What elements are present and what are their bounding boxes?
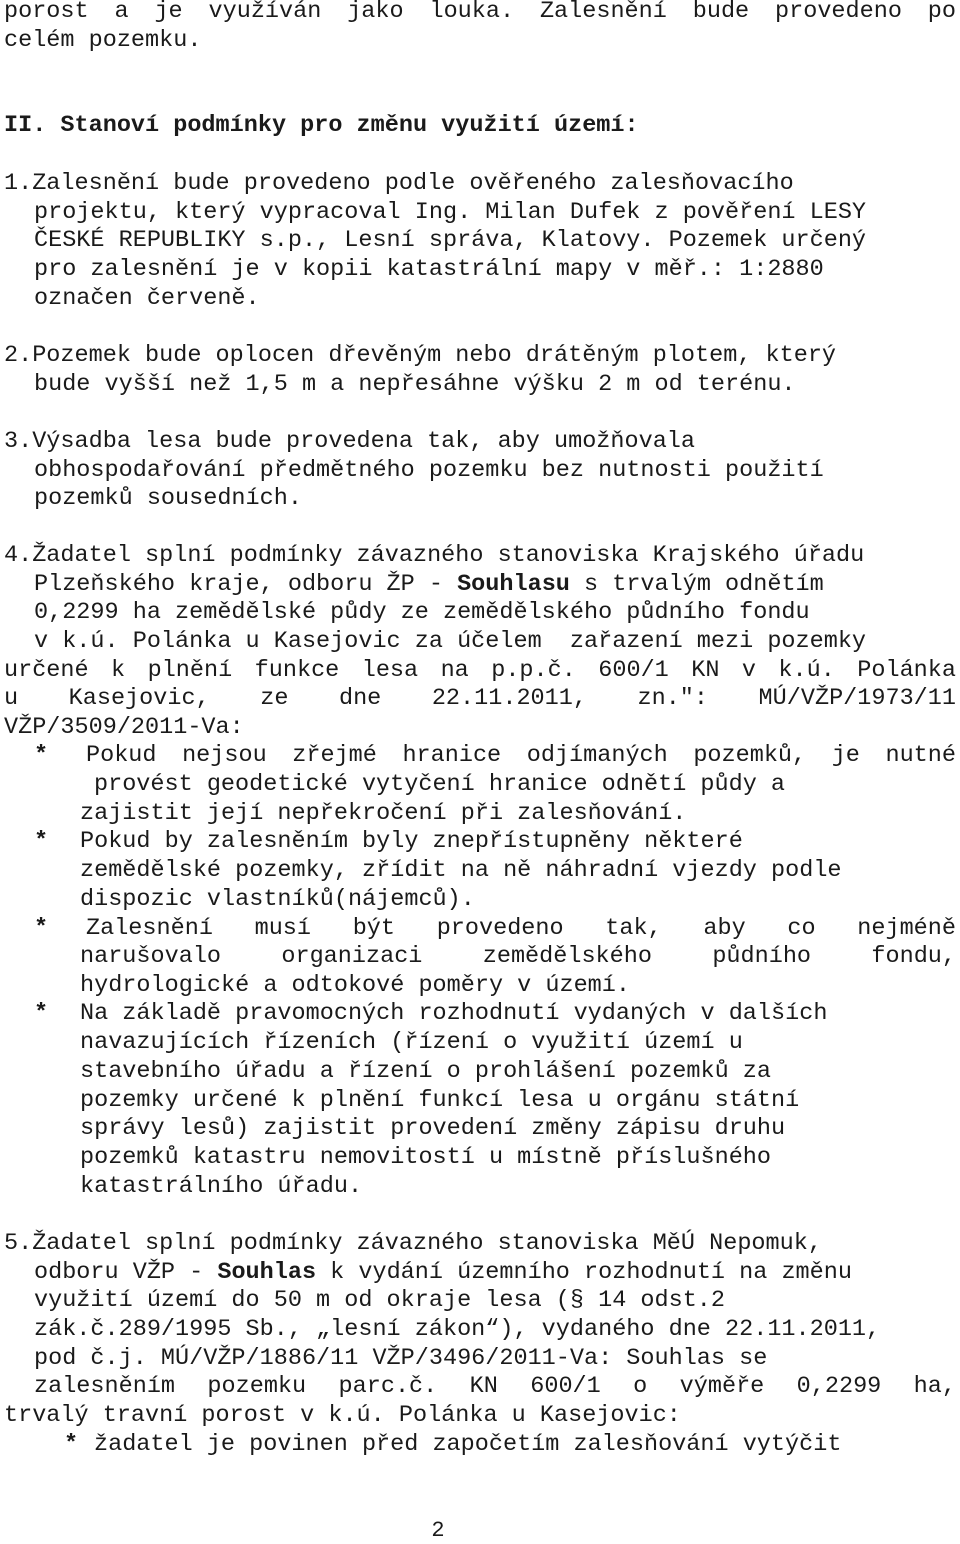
bullet-line: katastrálního úřadu. — [80, 1173, 363, 1200]
condition-3-line: 3.Výsadba lesa bude provedena tak, aby umožňovala — [4, 428, 696, 455]
condition-1-line: označen červeně. — [34, 285, 260, 312]
condition-5-line: trvalý travní porost v k.ú. Polánka u Kasejovic: — [4, 1402, 681, 1429]
section-heading: II. Stanoví podmínky pro změnu využití území: — [4, 112, 639, 139]
condition-5-line: zák.č.289/1995 Sb., „lesní zákon“), vydaného dne 22.11.2011, — [34, 1316, 881, 1343]
bullet-asterisk: * — [34, 1000, 49, 1027]
condition-4-line: VŽP/3509/2011-Va: — [4, 714, 244, 741]
bullet-line: pozemků katastru nemovitostí u místně příslušného — [80, 1144, 772, 1171]
condition-5-line — [34, 1258, 852, 1287]
bullet-asterisk: * — [34, 742, 49, 769]
condition-1-line: 1.Zalesnění bude provedeno podle ověřeného zalesňovacího — [4, 170, 794, 197]
condition-4-line — [34, 570, 824, 599]
bullet-line: žadatel je povinen před započetím zalesňování vytýčit — [94, 1431, 842, 1458]
condition-4-text: s trvalým odnětím — [569, 571, 824, 598]
condition-1-line: ČESKÉ REPUBLIKY s.p., Lesní správa, Klatovy. Pozemek určený — [34, 227, 867, 254]
bullet-asterisk: * — [34, 828, 49, 855]
bullet-line: Pokud by zalesněním byly znepřístupněny některé — [80, 828, 743, 855]
condition-4-line: v k.ú. Polánka u Kasejovic za účelem zařazení mezi pozemky — [34, 628, 867, 655]
condition-4-line: 0,2299 ha zemědělské půdy ze zemědělského půdního fondu — [34, 599, 810, 626]
condition-5-line: využití území do 50 m od okraje lesa (§ 14 odst.2 — [34, 1287, 726, 1314]
condition-4-line: 4.Žadatel splní podmínky závazného stanoviska Krajského úřadu — [4, 542, 865, 569]
condition-2-line: bude vyšší než 1,5 m a nepřesáhne výšku 2 m od terénu. — [34, 371, 796, 398]
intro-line: celém pozemku. — [4, 27, 202, 54]
bullet-line: narušovalo organizaci zemědělského půdního fondu, — [80, 943, 956, 970]
condition-3-line: obhospodařování předmětného pozemku bez nutnosti použití — [34, 457, 824, 484]
condition-4-line: určené k plnění funkce lesa na p.p.č. 600/1 KN v k.ú. Polánka — [4, 657, 956, 684]
bullet-line: dispozic vlastníků(nájemců). — [80, 886, 475, 913]
souhlasu-bold: Souhlasu — [457, 571, 570, 598]
condition-5-line: zalesněním pozemku parc.č. KN 600/1 o výměře 0,2299 ha, — [34, 1373, 956, 1400]
bullet-line: správy lesů) zajistit provedení změny zápisu druhu — [80, 1115, 786, 1142]
bullet-line: zajistit její nepřekročení při zalesňování. — [80, 800, 687, 827]
bullet-line: navazujících řízeních (řízení o využití území u — [80, 1029, 743, 1056]
bullet-line: stavebního úřadu a řízení o prohlášení pozemků za — [80, 1058, 772, 1085]
bullet-line: hydrologické a odtokové poměry v území. — [80, 972, 630, 999]
bullet-asterisk: * — [64, 1431, 79, 1458]
page-number: 2 — [431, 1518, 445, 1543]
condition-4-text: Plzeňského kraje, odboru ŽP - — [34, 571, 458, 598]
condition-5-line: pod č.j. MÚ/VŽP/1886/11 VŽP/3496/2011-Va: Souhlas se — [34, 1345, 768, 1372]
condition-4-line: u Kasejovic, ze dne 22.11.2011, zn.": MÚ/VŽP/1973/11 — [4, 685, 956, 712]
bullet-asterisk: * — [34, 915, 49, 942]
condition-2-line: 2.Pozemek bude oplocen dřevěným nebo drátěným plotem, který — [4, 342, 837, 369]
intro-line: porost a je využíván jako louka. Zalesnění bude provedeno po — [4, 0, 956, 25]
condition-5-text: odboru VŽP - — [34, 1259, 218, 1286]
bullet-line: Pokud nejsou zřejmé hranice odjímaných pozemků, je nutné — [86, 742, 956, 769]
bullet-line: zemědělské pozemky, zřídit na ně náhradní vjezdy podle — [80, 857, 842, 884]
condition-5-text: k vydání územního rozhodnutí na změnu — [316, 1259, 852, 1286]
souhlas-bold: Souhlas — [217, 1259, 317, 1286]
condition-5-line: 5.Žadatel splní podmínky závazného stanoviska MěÚ Nepomuk, — [4, 1230, 822, 1257]
condition-3-line: pozemků sousedních. — [34, 485, 302, 512]
condition-1-line: pro zalesnění je v kopii katastrální mapy v měř.: 1:2880 — [34, 256, 824, 283]
bullet-line: Na základě pravomocných rozhodnutí vydaných v dalších — [80, 1000, 828, 1027]
bullet-line: pozemky určené k plnění funkcí lesa u orgánu státní — [80, 1087, 800, 1114]
condition-1-line: projektu, který vypracoval Ing. Milan Dufek z pověření LESY — [34, 199, 867, 226]
bullet-line: provést geodetické vytyčení hranice odnětí půdy a — [94, 771, 786, 798]
bullet-line: Zalesnění musí být provedeno tak, aby co nejméně — [86, 915, 956, 942]
